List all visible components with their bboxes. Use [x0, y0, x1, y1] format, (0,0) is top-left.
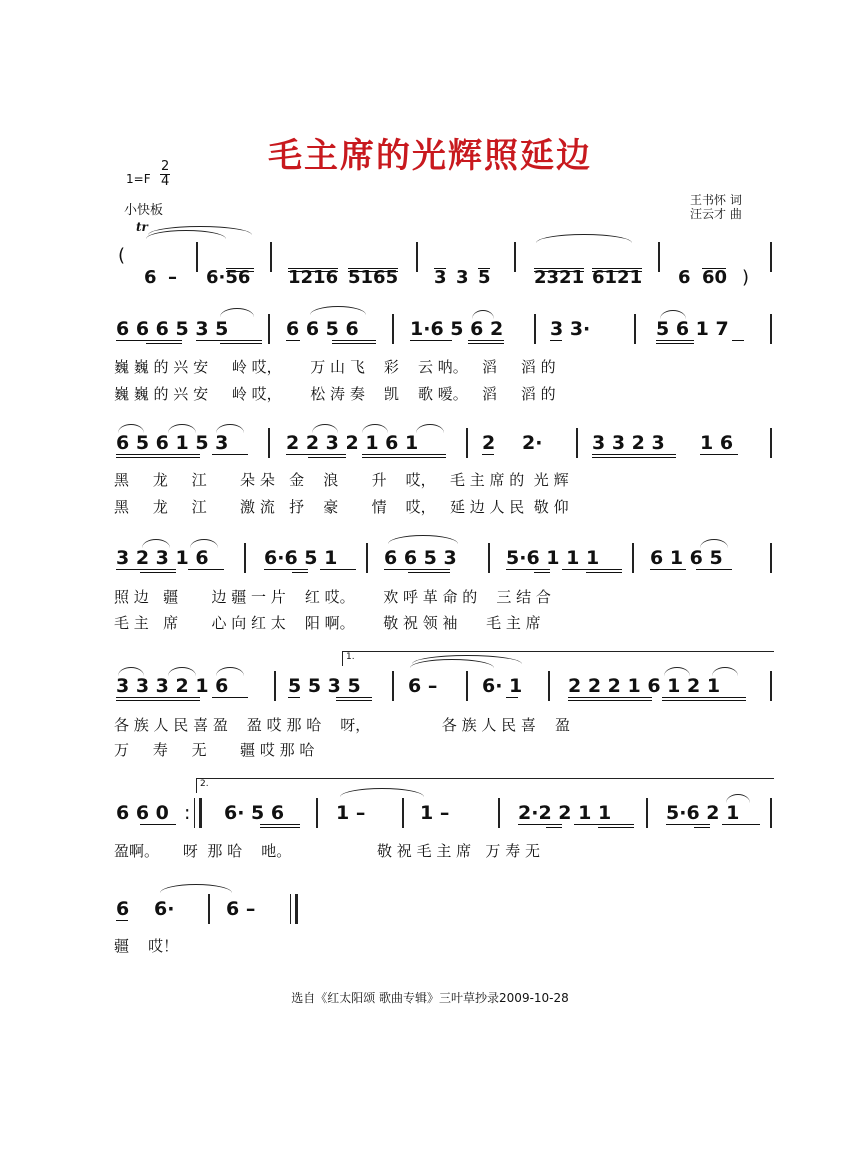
staff-line-7: 6 6· 6 –: [116, 898, 776, 932]
staff-line-2: 6 6 6 5 3 5 6 6 5 6 1·6 5 6 2 3 3· 5 6 1 7: [116, 318, 776, 352]
time-denominator: 4: [161, 174, 170, 189]
time-signature: [160, 160, 170, 189]
lyrics-line-5-verse-2: 万 寿 无 疆 哎 那 哈: [114, 741, 315, 759]
notes: ( 6 – 6·56 1216 5165 3 3 5 2321 6121 6 60 ): [118, 245, 750, 288]
volta-1: 1.: [342, 651, 774, 666]
trill-ornament: tr: [136, 220, 148, 234]
lyrics-line-3-verse-2: 黑 龙 江 激 流 抒 豪 情 哎， 延 边 人 民 敬 仰: [114, 498, 569, 516]
composer: 汪云才 曲: [690, 207, 742, 221]
song-title: 毛主席的光辉照延边: [268, 136, 592, 176]
staff-line-5: 3 3 3 2 1 6 5 5 3 5 6 – 6· 1 2 2 2 1 6 1 2 1 1.: [116, 675, 776, 709]
staff-line-4: 3 2 3 1 6 6·6 5 1 6 6 5 3 5·6 1 1 1 6 1 6 5: [116, 547, 776, 581]
lyrics-line-6-verse-1: 盈啊。 呀 那 哈 吔。 敬 祝 毛 主 席 万 寿 无: [114, 842, 540, 860]
source-footer: 选自《红太阳颂 歌曲专辑》三叶草抄录2009-10-28: [291, 991, 569, 1005]
key-signature: 1=F: [126, 172, 151, 186]
lyrics-line-4-verse-2: 毛 主 席 心 向 红 太 阳 啊。 敬 祝 领 袖 毛 主 席: [114, 614, 541, 632]
lyrics-line-7-verse-1: 疆 哎！: [114, 937, 179, 955]
lyrics-line-4-verse-1: 照 边 疆 边 疆 一 片 红 哎。 欢 呼 革 命 的 三 结 合: [114, 588, 551, 606]
lyrics-line-3-verse-1: 黑 龙 江 朵 朵 金 浪 升 哎， 毛 主 席 的 光 辉: [114, 471, 569, 489]
lyrics-line-2-verse-2: 巍 巍 的 兴 安 岭 哎， 松 涛 奏 凯 歌 嗳。 滔 滔 的: [114, 385, 556, 403]
staff-line-3: 6 5 6 1 5 3 2 2 3 2 1 6 1 2 2· 3 3 2 3 1 6: [116, 432, 776, 466]
staff-line-1: [116, 245, 776, 288]
volta-2: 2.: [196, 778, 774, 793]
lyrics-line-2-verse-1: 巍 巍 的 兴 安 岭 哎， 万 山 飞 彩 云 呐。 滔 滔 的: [114, 358, 556, 376]
tempo-marking: 小快板: [124, 203, 164, 218]
lyricist: 王书怀 词: [690, 193, 742, 207]
credits: [690, 193, 742, 221]
staff-line-6: 6 6 0 : 6· 5 6 1 – 1 – 2·2 2 1 1 5·6 2 1 2.: [116, 802, 776, 836]
time-numerator: 2: [161, 159, 170, 174]
lyrics-line-5-verse-1: 各 族 人 民 喜 盈 盈 哎 那 哈 呀， 各 族 人 民 喜 盈: [114, 716, 570, 734]
